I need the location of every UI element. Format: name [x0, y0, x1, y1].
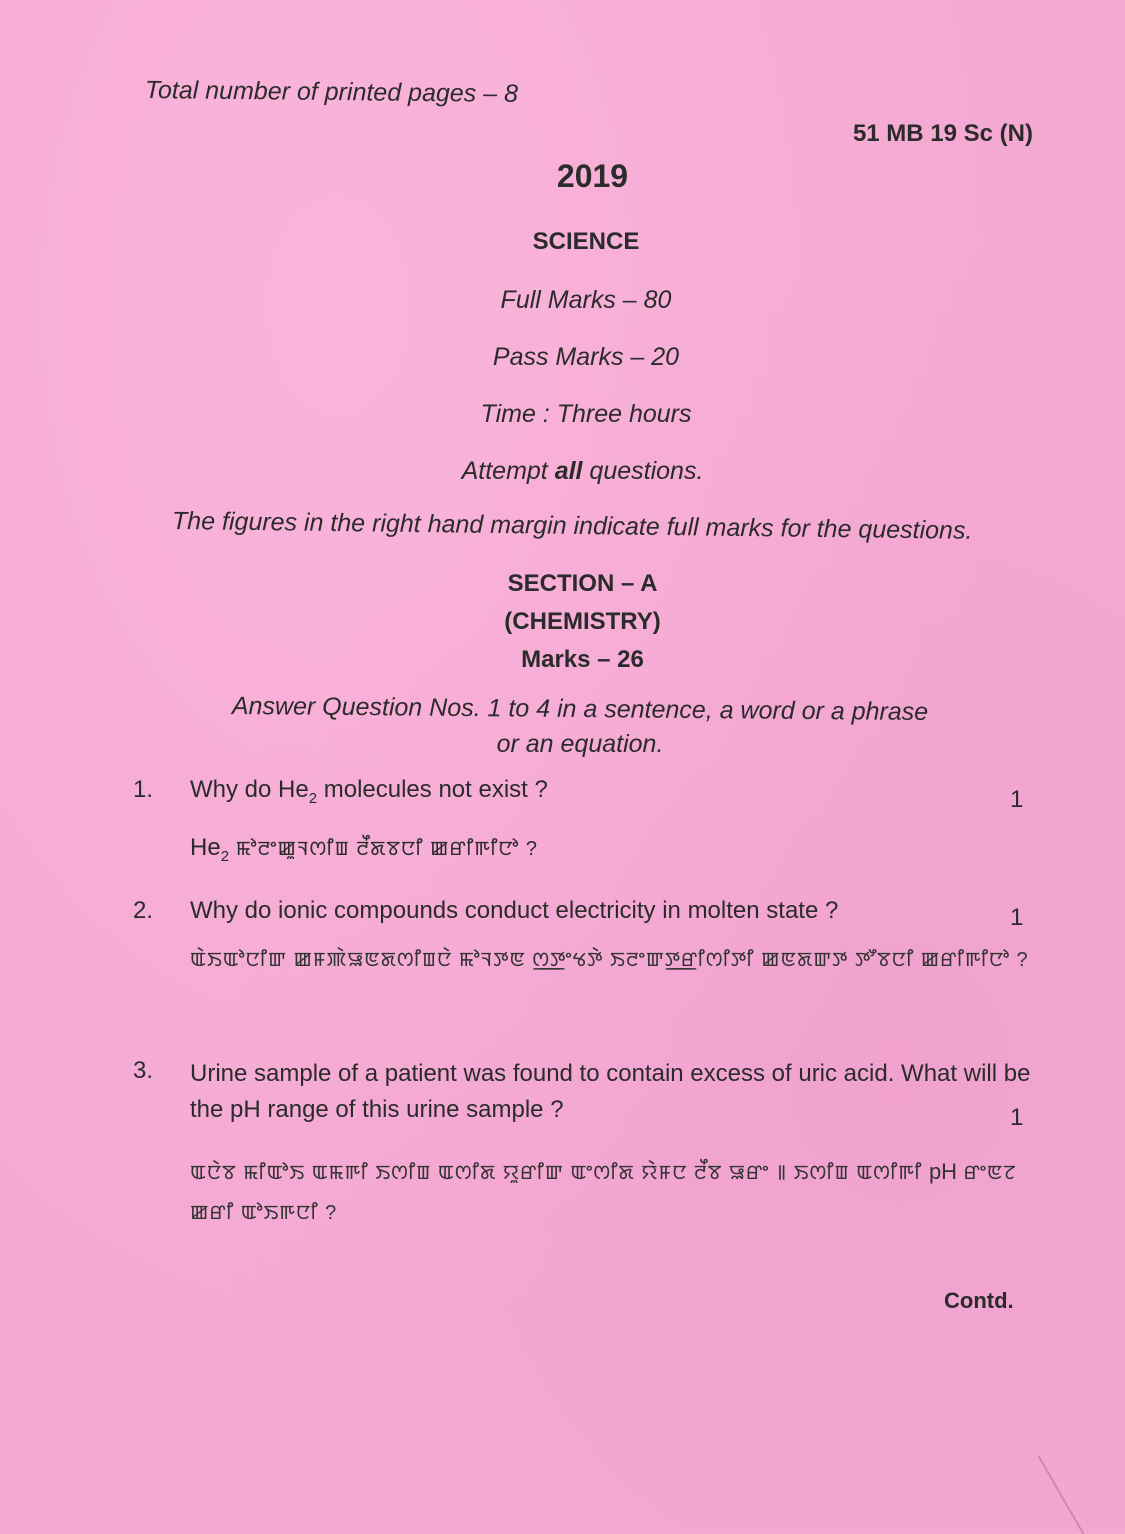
attempt-prefix: Attempt [461, 457, 555, 485]
question-3-number: 3. [133, 1057, 154, 1084]
question-1-translation-text: ꯃꯣꯂꯦꯀꯨꯜꯁꯤꯡ ꯂꯩꯗꯕꯅꯤ ꯀꯔꯤꯒꯤꯅꯣ ? [235, 838, 538, 860]
figures-note: The figures in the right hand margin indicate full marks for the questions. [171, 507, 973, 545]
question-1-text-after: molecules not exist ? [317, 776, 548, 803]
question-1-translation-prefix: He [190, 834, 221, 861]
question-1-translation [190, 834, 538, 865]
question-2-text: Why do ionic compounds conduct electricity in molten state ? [190, 897, 839, 924]
section-instruction-line-2: or an equation. [496, 730, 664, 758]
question-3-translation-after: ꯔꯦꯟꯖ ꯀꯔꯤ ꯑꯣꯏꯒꯅꯤ ? [190, 1162, 1017, 1224]
question-1-text [190, 772, 548, 817]
question-1-text-before: Why do He [190, 776, 309, 803]
question-2-translation: ꯑꯥꯏꯑꯣꯅꯤꯛ ꯀꯝꯄꯥꯎꯟꯗꯁꯤꯡꯅꯥ ꯃꯣꯜꯇꯟ ꯁ꯭ꯇꯦꯠꯇꯥ ꯏꯂꯦꯛꯇ꯭ꯔꯤꯁꯤꯇꯤ ꯀꯟꯗꯛꯇ ꯇꯧꯕꯅꯤ ꯀꯔꯤꯒꯤꯅꯣ ? [190, 949, 1029, 971]
section-instruction-line-1: Answer Question Nos. 1 to 4 in a sentence, a word or a phrase [231, 691, 929, 727]
question-3-text: Urine sample of a patient was found to contain excess of uric acid. What will be the pH range of this urine sample ? [190, 1060, 1031, 1123]
continued-label: Contd. [944, 1288, 1014, 1313]
question-1-subscript: 2 [308, 789, 318, 807]
question-2-number: 2. [133, 897, 154, 924]
question-3-translation-ph: pH [928, 1159, 958, 1184]
attempt-instruction [0, 457, 1125, 486]
question-1-marks: 1 [1010, 786, 1024, 813]
exam-year: 2019 [556, 158, 629, 194]
exam-time: Time : Three hours [480, 400, 692, 428]
question-1-translation-subscript: 2 [220, 847, 230, 865]
question-3-translation [190, 1152, 1040, 1233]
section-marks: Marks – 26 [521, 646, 644, 673]
full-marks: Full Marks – 80 [500, 286, 672, 314]
section-title: SECTION – A [507, 570, 658, 597]
question-1-number: 1. [133, 776, 154, 803]
paper-crease [1038, 1456, 1085, 1534]
printed-pages-note: Total number of printed pages – 8 [144, 76, 519, 108]
section-subject: (CHEMISTRY) [504, 608, 661, 635]
subject-title: SCIENCE [532, 228, 640, 255]
attempt-suffix: questions. [582, 457, 704, 485]
question-3-translation-before: ꯑꯅꯥꯕ ꯃꯤꯑꯣꯏ ꯑꯃꯒꯤ ꯏꯁꯤꯡ ꯑꯁꯤꯗ ꯌꯨꯔꯤꯛ ꯑꯦꯁꯤꯗ ꯌꯥꯝꯅ ꯂꯩꯕ ꯎꯔꯦ ꯫ ꯏꯁꯤꯡ ꯑꯁꯤꯒꯤ [190, 1162, 929, 1184]
attempt-bold-word: all [554, 457, 583, 485]
pass-marks: Pass Marks – 20 [492, 343, 680, 371]
question-3-marks: 1 [1010, 1104, 1024, 1131]
question-2-marks: 1 [1010, 904, 1024, 931]
paper-code: 51 MB 19 Sc (N) [852, 120, 1033, 147]
